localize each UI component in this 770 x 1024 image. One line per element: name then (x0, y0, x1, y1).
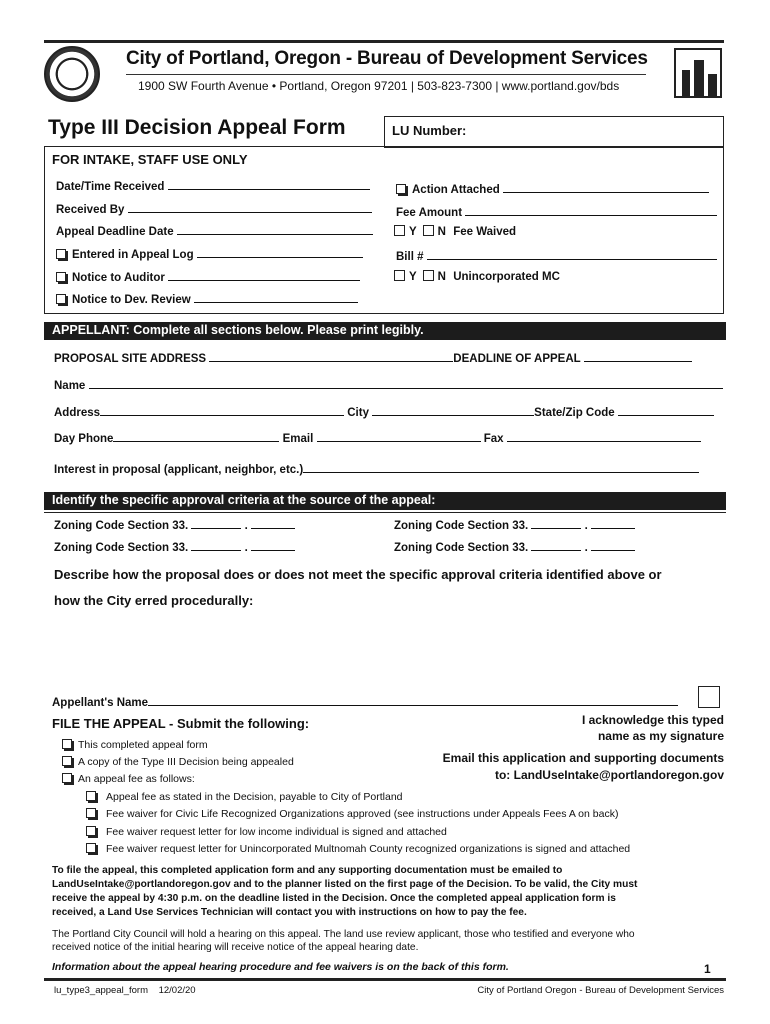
bill-number-row (396, 249, 717, 263)
date-time-received-label: Date/Time Received (56, 181, 165, 193)
zoning-code-4: Zoning Code Section 33. . (394, 540, 635, 554)
zoning-code-label: Zoning Code Section 33. (394, 542, 529, 554)
city-seal-logo (44, 46, 100, 102)
email-application-note (440, 750, 724, 784)
criteria-rule (44, 512, 726, 513)
proposal-site-address-field[interactable] (209, 351, 453, 362)
footer-org: City of Portland Oregon - Bureau of Development Services (477, 985, 724, 996)
city-field[interactable] (372, 405, 534, 416)
submit-item-checkbox[interactable] (62, 773, 72, 783)
zoning-code-label: Zoning Code Section 33. (54, 520, 189, 532)
submit-item-3 (62, 773, 195, 785)
address-row (54, 405, 714, 419)
describe-line-1: Describe how the proposal does or does not meet the specific approval criteria identified above or (54, 567, 662, 582)
signature-acknowledge-checkbox[interactable] (698, 686, 720, 708)
bill-number-label: Bill # (396, 251, 424, 263)
state-zip-label: State/Zip Code (534, 407, 615, 419)
fee-waived-row (394, 225, 516, 238)
submit-item-label: A copy of the Type III Decision being appealed (78, 756, 294, 768)
council-hearing-note (52, 928, 724, 954)
zoning-code-field[interactable] (531, 518, 581, 529)
criteria-section-bar: Identify the specific approval criteria at the source of the appeal: (44, 492, 726, 510)
action-attached-label: Action Attached (412, 184, 500, 196)
fee-item-checkbox[interactable] (86, 808, 96, 818)
fee-amount-label: Fee Amount (396, 207, 463, 219)
unincorporated-no-checkbox[interactable] (423, 270, 434, 281)
appeal-deadline-field[interactable] (177, 224, 373, 235)
submit-item-label: This completed appeal form (78, 739, 208, 751)
email-label: Email (282, 433, 314, 445)
fee-item-label: Fee waiver request letter for low income individual is signed and attached (106, 826, 447, 838)
notice-to-dev-review-row (56, 292, 358, 306)
instructions-line-2: LandUseIntake@portlandoregon.gov and to the planner listed on the first page of the Decision. To be valid, the City must (52, 879, 638, 890)
zoning-code-field[interactable] (531, 540, 581, 551)
fee-waived-yes-checkbox[interactable] (394, 225, 405, 236)
fee-waived-no-label: N (437, 226, 446, 238)
back-of-form-note: Information about the appeal hearing procedure and fee waivers is on the back of this form. (52, 961, 509, 973)
lu-number-label: LU Number: (392, 123, 467, 138)
appellants-name-field[interactable] (148, 695, 678, 706)
submit-item-1 (62, 739, 208, 751)
fee-item-label: Fee waiver request letter for Unincorporated Multnomah County recognized organizations is signed and attached (106, 843, 631, 855)
instructions-line-4: received, a Land Use Services Technician will contact you with instructions on how to pay the fee. (52, 907, 527, 918)
appellants-name-label: Appellant's Name (52, 697, 149, 709)
council-line-2: received notice of the initial hearing will receive notice of the appeal hearing date. (52, 942, 419, 953)
zoning-code-subfield[interactable] (251, 518, 295, 529)
date-time-received-row (56, 179, 370, 193)
notice-to-auditor-field[interactable] (168, 270, 360, 281)
footer-date: 12/02/20 (158, 985, 196, 996)
fee-item-4 (86, 843, 630, 855)
received-by-row (56, 202, 372, 216)
entered-in-appeal-log-checkbox[interactable] (56, 249, 66, 259)
entered-in-appeal-log-field[interactable] (197, 247, 363, 258)
unincorporated-no-label: N (437, 271, 446, 283)
header-title: City of Portland, Oregon - Bureau of Development Services (126, 48, 648, 69)
fee-item-2 (86, 808, 618, 820)
buildings-logo-icon (674, 48, 722, 98)
zoning-code-subfield[interactable] (251, 540, 295, 551)
notice-to-auditor-checkbox[interactable] (56, 272, 66, 282)
unincorporated-mc-row (394, 270, 560, 283)
header-address: 1900 SW Fourth Avenue • Portland, Oregon 97201 | 503-823-7300 | www.portland.gov/bds (138, 79, 620, 93)
submit-item-checkbox[interactable] (62, 756, 72, 766)
file-appeal-title: FILE THE APPEAL - Submit the following: (52, 716, 310, 731)
zoning-code-field[interactable] (191, 518, 241, 529)
zoning-code-subfield[interactable] (591, 518, 635, 529)
day-phone-field[interactable] (113, 431, 279, 442)
fee-item-checkbox[interactable] (86, 791, 96, 801)
instructions-line-3: receive the appeal by 4:30 p.m. on the deadline listed in the Decision. Once the completed appeal application form is (52, 893, 616, 904)
interest-field[interactable] (303, 462, 699, 473)
submit-item-label: An appeal fee as follows: (78, 773, 195, 785)
submit-item-2 (62, 756, 294, 768)
email-application-line-1: Email this application and supporting documents (442, 751, 724, 765)
intake-title: FOR INTAKE, STAFF USE ONLY (52, 152, 248, 167)
zoning-code-label: Zoning Code Section 33. (54, 542, 189, 554)
zoning-code-3: Zoning Code Section 33. . (54, 540, 295, 554)
filing-instructions (52, 864, 724, 920)
day-phone-label: Day Phone (54, 433, 114, 445)
unincorporated-yes-checkbox[interactable] (394, 270, 405, 281)
name-label: Name (54, 380, 86, 392)
fax-label: Fax (483, 433, 504, 445)
action-attached-row (396, 182, 709, 196)
action-attached-field[interactable] (503, 182, 709, 193)
describe-line-2: how the City erred procedurally: (54, 593, 254, 608)
instructions-line-1: To file the appeal, this completed application form and any supporting documentation must be emailed to (52, 865, 563, 876)
fee-item-label: Appeal fee as stated in the Decision, payable to City of Portland (106, 791, 403, 803)
fee-item-checkbox[interactable] (86, 826, 96, 836)
fax-field[interactable] (507, 431, 701, 442)
notice-to-dev-review-checkbox[interactable] (56, 294, 66, 304)
form-title: Type III Decision Appeal Form (48, 116, 346, 139)
header-top-rule (44, 40, 724, 43)
describe-text-area[interactable] (54, 612, 724, 682)
zoning-code-label: Zoning Code Section 33. (394, 520, 529, 532)
zoning-code-subfield[interactable] (591, 540, 635, 551)
unincorporated-mc-label: Unincorporated MC (453, 271, 560, 283)
proposal-site-address-row (54, 351, 692, 365)
interest-label: Interest in proposal (applicant, neighbor, etc.) (54, 464, 304, 476)
fee-item-1 (86, 791, 403, 803)
notice-to-auditor-row (56, 270, 360, 284)
fee-waived-yes-label: Y (409, 226, 417, 238)
appellant-section-bar: APPELLANT: Complete all sections below. Please print legibly. (44, 322, 726, 340)
appellants-name-row (52, 695, 678, 709)
footer-form-id (54, 985, 196, 996)
acknowledge-line-1: I acknowledge this typed (581, 713, 724, 727)
entered-in-appeal-log-label: Entered in Appeal Log (72, 249, 194, 261)
email-field[interactable] (317, 431, 481, 442)
notice-to-dev-review-field[interactable] (194, 292, 358, 303)
fee-item-3 (86, 826, 447, 838)
received-by-label: Received By (56, 204, 125, 216)
acknowledge-line-2: name as my signature (597, 729, 724, 743)
zoning-code-field[interactable] (191, 540, 241, 551)
email-application-line-2: to: LandUseIntake@portlandoregon.gov (494, 768, 724, 782)
action-attached-checkbox[interactable] (396, 184, 406, 194)
council-line-1: The Portland City Council will hold a hearing on this appeal. The land use review applicant, those who testified and everyone who (52, 929, 635, 940)
describe-prompt (54, 562, 724, 614)
fee-waived-label: Fee Waived (453, 226, 517, 238)
interest-row (54, 462, 699, 476)
phone-row (54, 431, 701, 445)
fee-item-checkbox[interactable] (86, 843, 96, 853)
address-label: Address (54, 407, 101, 419)
deadline-of-appeal-field[interactable] (584, 351, 692, 362)
fee-amount-row (396, 205, 717, 219)
acknowledge-text (560, 712, 724, 744)
appeal-deadline-row (56, 224, 373, 238)
entered-in-appeal-log-row (56, 247, 363, 261)
header-rule (126, 74, 646, 75)
zoning-code-2: Zoning Code Section 33. . (394, 518, 635, 532)
fee-waived-no-checkbox[interactable] (423, 225, 434, 236)
city-label: City (347, 407, 369, 419)
page-number: 1 (704, 962, 711, 976)
fee-item-label: Fee waiver for Civic Life Recognized Organizations approved (see instructions under Appeals Fees A on back) (106, 808, 619, 820)
submit-item-checkbox[interactable] (62, 739, 72, 749)
state-zip-field[interactable] (618, 405, 714, 416)
unincorporated-yes-label: Y (409, 271, 417, 283)
bill-number-field[interactable] (427, 249, 717, 260)
address-field[interactable] (100, 405, 344, 416)
appeal-deadline-label: Appeal Deadline Date (56, 226, 174, 238)
received-by-field[interactable] (128, 202, 372, 213)
date-time-received-field[interactable] (168, 179, 370, 190)
name-row (54, 378, 723, 392)
name-field[interactable] (89, 378, 723, 389)
notice-to-dev-review-label: Notice to Dev. Review (72, 294, 191, 306)
proposal-site-address-label: PROPOSAL SITE ADDRESS (54, 353, 207, 365)
zoning-code-1: Zoning Code Section 33. . (54, 518, 295, 532)
fee-amount-field[interactable] (465, 205, 717, 216)
deadline-of-appeal-label: DEADLINE OF APPEAL (453, 353, 581, 365)
footer-rule (44, 978, 726, 981)
notice-to-auditor-label: Notice to Auditor (72, 272, 165, 284)
footer-form-name: lu_type3_appeal_form (54, 985, 149, 996)
